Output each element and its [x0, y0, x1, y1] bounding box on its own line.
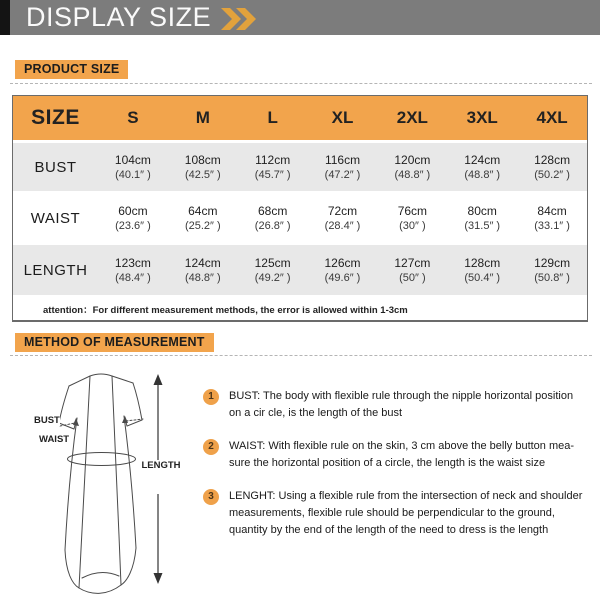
column-header-size: SIZE	[31, 106, 80, 129]
step-number-badge: 1	[203, 389, 219, 405]
method-of-measurement-label: METHOD OF MEASUREMENT	[15, 333, 214, 352]
size-cell: 68cm (26.8″ )	[254, 204, 291, 232]
table-row-bust	[13, 140, 587, 191]
instruction-text: BUST: The body with flexible rule through the nipple horizontal position on a cir cle, is the length of the bust	[229, 390, 574, 419]
size-cell: 84cm (33.1″ )	[534, 204, 570, 232]
table-row-waist	[13, 191, 587, 242]
size-cell: 123cm (48.4″ )	[114, 256, 151, 284]
column-header-l: L	[267, 108, 278, 127]
attention-note: attention：For different measurement methods, the error is allowed within 1-3cm	[13, 295, 587, 320]
size-table	[12, 95, 588, 322]
size-cell: 80cm (31.5″ )	[464, 204, 501, 232]
size-table-header	[13, 96, 587, 140]
size-cell: 64cm (25.2″ )	[184, 204, 221, 232]
table-row-length	[13, 242, 587, 295]
divider-dashed	[10, 83, 592, 84]
diagram-length-label: LENGTH	[141, 460, 181, 471]
size-cell: 124cm (48.8″ )	[184, 256, 221, 284]
column-header-3xl: 3XL	[466, 108, 498, 127]
size-cell: 76cm (30″ )	[397, 204, 428, 232]
page-title: DISPLAY SIZE	[26, 2, 212, 32]
instruction-text: WAIST: With flexible rule on the skin, 3 cm above the belly button mea- sure the horizontal position of a circle, the length is the waist size	[229, 440, 575, 469]
double-chevron-right-icon	[221, 8, 261, 30]
garment-outline-icon	[30, 362, 210, 600]
product-size-label: PRODUCT SIZE	[15, 60, 128, 79]
size-cell: 104cm (40.1″ )	[114, 153, 151, 181]
measurement-instructions	[203, 388, 597, 555]
size-cell: 116cm (47.2″ )	[324, 153, 361, 181]
row-label: WAIST	[30, 209, 81, 227]
row-label: LENGTH	[23, 261, 88, 279]
diagram-waist-label: WAIST	[39, 434, 70, 445]
size-cell: 128cm (50.2″ )	[534, 153, 571, 181]
diagram-bust-label: BUST	[34, 415, 60, 426]
banner-accent-block	[0, 0, 10, 35]
row-label: BUST	[34, 158, 77, 176]
header-banner	[0, 0, 600, 35]
instruction-item-waist	[203, 438, 597, 472]
size-cell: 125cm (49.2″ )	[254, 256, 291, 284]
size-cell: 108cm (42.5″ )	[184, 153, 221, 181]
size-cell: 60cm (23.6″ )	[115, 204, 151, 232]
size-cell: 124cm (48.8″ )	[464, 153, 501, 181]
size-cell: 120cm (48.8″ )	[394, 153, 431, 181]
size-cell: 129cm (50.8″ )	[534, 256, 571, 284]
column-header-4xl: 4XL	[536, 108, 568, 127]
size-cell: 112cm (45.7″ )	[254, 153, 291, 181]
step-number-badge: 2	[203, 439, 219, 455]
step-number-badge: 3	[203, 489, 219, 505]
size-cell: 128cm (50.4″ )	[464, 256, 501, 284]
column-header-m: M	[195, 108, 210, 127]
instruction-item-length	[203, 488, 597, 539]
divider-dashed	[10, 355, 592, 356]
garment-measurement-diagram	[30, 362, 210, 600]
column-header-s: S	[127, 108, 139, 127]
size-cell: 126cm (49.6″ )	[324, 256, 361, 284]
instruction-item-bust	[203, 388, 597, 422]
column-header-xl: XL	[331, 108, 354, 127]
column-header-2xl: 2XL	[396, 108, 428, 127]
size-cell: 72cm (28.4″ )	[324, 204, 361, 232]
instruction-text: LENGHT: Using a flexible rule from the intersection of neck and shoulder measurements, flexible rule should be perpendicular to the ground, quantity by the end of the length of the need to dress is the length	[229, 490, 583, 536]
size-cell: 127cm (50″ )	[394, 256, 431, 284]
